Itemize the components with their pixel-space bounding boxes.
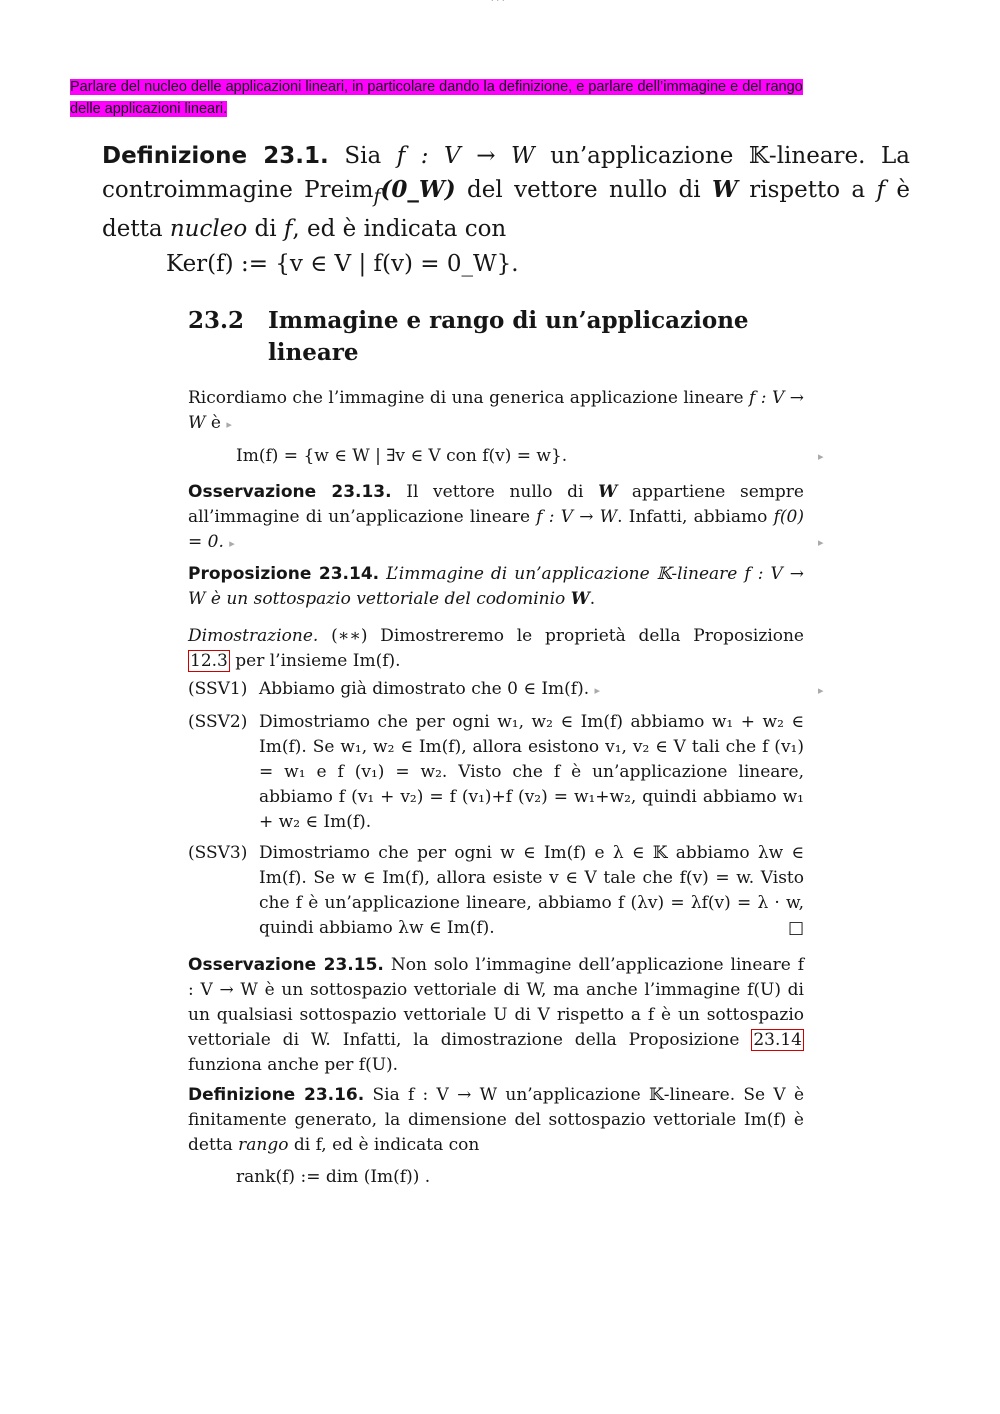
note-part-b: definizione, e parlare dell’immagine e del rango xyxy=(498,79,803,95)
math-f: f xyxy=(876,177,886,203)
step-label: (SSV1) xyxy=(188,679,248,699)
definition-23-1 xyxy=(102,140,910,246)
marker-icon: ▸ xyxy=(594,684,601,697)
rank-formula: rank(f) := dim (Im(f)) . xyxy=(236,1167,431,1187)
proof-label: Dimostrazione. xyxy=(188,626,319,646)
math-sub: f xyxy=(373,184,381,208)
observation-23-15 xyxy=(188,953,804,1078)
marker-icon: ▸ xyxy=(818,684,824,697)
text: di f, ed è indicata con xyxy=(288,1135,480,1155)
text: . Infatti, abbiamo xyxy=(617,507,774,527)
observation-heading: Osservazione 23.13. xyxy=(188,482,392,502)
step-label: (SSV3) xyxy=(188,843,248,863)
text: è un sottospazio vettoriale del codominio xyxy=(205,589,571,609)
math-map: f : V → W xyxy=(188,388,804,433)
text: è detta xyxy=(102,177,910,242)
top-mark: ˙˙˙ xyxy=(490,0,507,10)
note-part-a: Parlare del nucleo delle applicazioni lineari, in particolare dando la xyxy=(70,79,499,95)
observation-23-13 xyxy=(188,480,804,556)
intro-paragraph xyxy=(188,386,804,437)
text: Ricordiamo che l’immagine di una generica applicazione lineare xyxy=(188,388,750,408)
kernel-formula: Ker(f) := {v ∈ V | f(v) = 0_W}. xyxy=(166,251,519,277)
math-map: f : V → W xyxy=(396,143,535,169)
math-zero: (0_W) xyxy=(380,176,456,203)
observation-heading: Osservazione 23.15. xyxy=(188,955,384,975)
marker-icon: ▸ xyxy=(818,450,824,463)
highlighted-note xyxy=(70,76,910,120)
marker-icon: ▸ xyxy=(818,536,824,549)
definition-heading: Definizione 23.1. xyxy=(102,143,329,169)
note-part-d: lineari. xyxy=(180,101,228,117)
text: L’immagine di un’applicazione 𝕂-lineare xyxy=(379,564,745,584)
text: Sia f : V → W un’applicazione 𝕂-lineare. Se V è finitamente generato, la dimensione del sottospazio vettoriale Im(f) è detta xyxy=(188,1085,805,1155)
image-formula: Im(f) = {w ∈ W | ∃v ∈ V con f(v) = w}. xyxy=(236,446,568,466)
math-f: f xyxy=(283,215,293,242)
text: funziona anche per f(U). xyxy=(188,1055,399,1075)
text: rispetto a xyxy=(737,177,877,203)
text: Sia xyxy=(328,143,397,169)
proof-step-ssv3 xyxy=(188,841,804,941)
proof-step-ssv2 xyxy=(188,710,804,835)
math-w: W xyxy=(712,176,738,203)
text: del vettore nullo di xyxy=(455,177,712,203)
proposition-heading: Proposizione 23.14. xyxy=(188,564,380,584)
math-w: W xyxy=(598,482,618,502)
math-map: f : V → W xyxy=(188,564,804,609)
math-zero-eq: f(0) = 0. xyxy=(188,507,804,552)
proposition-23-14: Proposizione 23.14. L’immagine di un’applicazione 𝕂-lineare f : V → W è un sottospazio vettoriale del codominio W. xyxy=(188,564,804,609)
marker-icon: ▸ xyxy=(229,537,235,550)
note-part-c: delle applicazioni xyxy=(70,101,181,117)
term-nucleo: nucleo xyxy=(169,215,248,242)
text: Il vettore nullo di xyxy=(391,482,599,502)
marker-icon: ▸ xyxy=(226,418,232,431)
step-label: (SSV2) xyxy=(188,712,248,732)
text: è xyxy=(205,413,221,433)
reference-link-12-3[interactable]: 12.3 xyxy=(190,651,228,671)
text: (∗∗) Dimostreremo le proprietà della Proposizione xyxy=(318,626,804,646)
text: Abbiamo già dimostrato che 0 ∈ Im(f). xyxy=(259,679,590,699)
term-rango: rango xyxy=(238,1135,289,1155)
text: per l’insieme Im(f). xyxy=(229,651,401,671)
reference-link-23-14[interactable]: 23.14 xyxy=(753,1030,802,1050)
text: un’applicazione 𝕂-lineare. La controimmagine Preim xyxy=(102,143,910,203)
proof-step-ssv1 xyxy=(188,677,804,703)
text: Dimostriamo che per ogni w ∈ Im(f) e λ ∈ 𝕂 abbiamo λw ∈ Im(f). Se w ∈ Im(f), allora esiste v ∈ V tale che f(v) = w. Visto che f è un’applicazione lineare, abbiamo f (λv) = λf(v) = λ · w, quindi abbiamo λw ∈ Im(f). xyxy=(259,843,804,938)
section-number: 23.2 xyxy=(188,307,245,334)
text: , ed è indicata con xyxy=(292,215,507,242)
qed-symbol: □ xyxy=(787,918,804,938)
definition-23-16 xyxy=(188,1083,804,1158)
definition-heading: Definizione 23.16. xyxy=(188,1085,365,1105)
text: appartiene sempre all’immagine di un’applicazione lineare xyxy=(188,482,804,527)
math-w: W xyxy=(570,589,590,609)
proof-intro xyxy=(188,624,804,674)
step-text: Dimostriamo che per ogni w₁, w₂ ∈ Im(f) abbiamo w₁ + w₂ ∈ Im(f). Se w₁, w₂ ∈ Im(f), allora esistono v₁, v₂ ∈ V tali che f (v₁) = w₁ e f (v₁) = w₂. Visto che f è un’applicazione lineare, abbiamo f (v₁ + v₂) = f (v₁)+f (v₂) = w₁+w₂, quindi abbiamo w₁ + w₂ ∈ Im(f). xyxy=(259,712,804,832)
section-title: Immagine e rango di un’applicazione lineare xyxy=(268,307,749,366)
text: Non solo l’immagine dell’applicazione lineare f : V → W è un sottospazio vettoriale di W, ma anche l’immagine f(U) di un qualsiasi sottospazio vettoriale U di V rispetto a f è un sottospazio vettoriale di W. Infatti, la dimostrazione della Proposizione xyxy=(188,955,804,1050)
section-heading xyxy=(188,305,749,366)
math-map: f : V → W xyxy=(536,507,618,527)
text: di xyxy=(247,215,284,242)
